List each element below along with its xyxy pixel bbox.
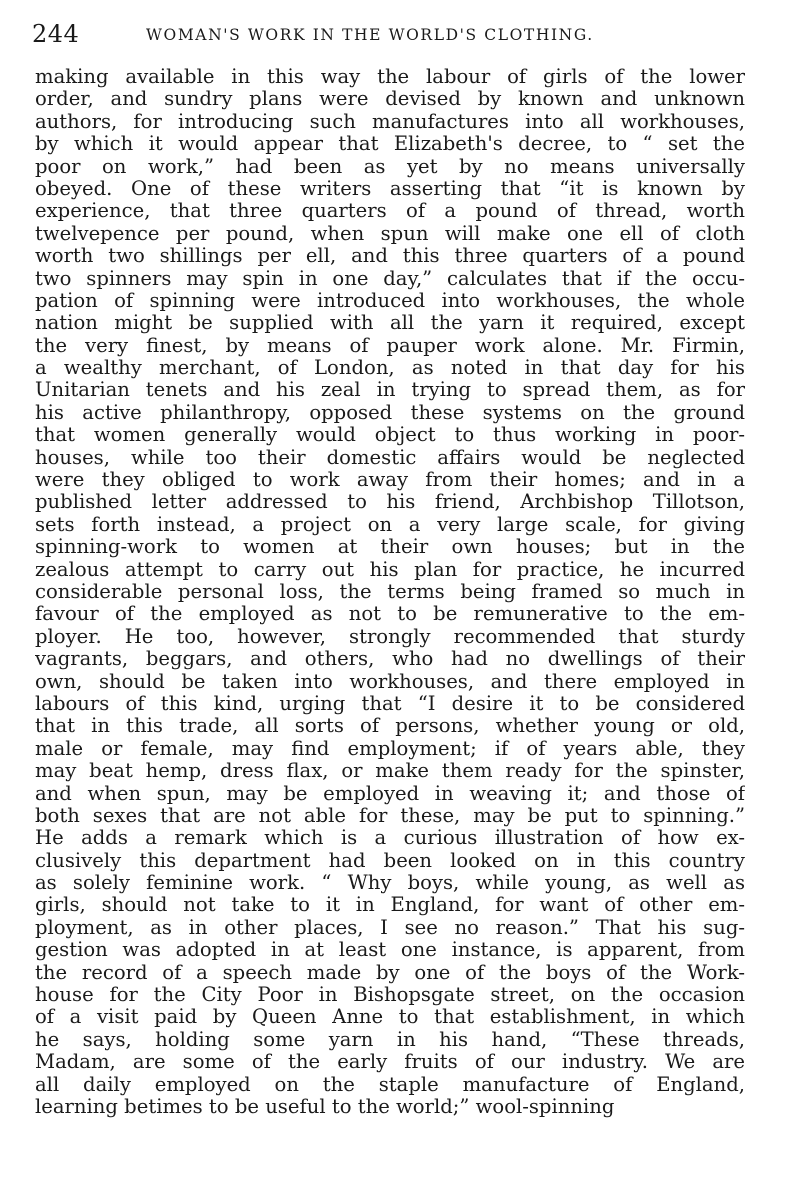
text-line: learning betimes to be useful to the world;” wool-spinning bbox=[35, 1095, 615, 1118]
text-line: by which it would appear that Elizabeth's decree, to “ set the bbox=[35, 133, 745, 156]
text-line: as solely feminine work. “ Why boys, while young, as well as bbox=[35, 872, 745, 895]
text-line: worth two shillings per ell, and this three quarters of a pound bbox=[35, 245, 745, 268]
text-line: poor on work,” had been as yet by no means universally bbox=[35, 155, 745, 178]
text-line: a wealthy merchant, of London, as noted in that day for his bbox=[35, 357, 745, 380]
text-line: vagrants, beggars, and others, who had no dwellings of their bbox=[35, 648, 745, 671]
running-head bbox=[32, 20, 752, 60]
text-line: twelvepence per pound, when spun will make one ell of cloth bbox=[35, 222, 745, 245]
text-line: obeyed. One of these writers asserting that “it is known by bbox=[35, 177, 745, 200]
text-line: two spinners may spin in one day,” calculates that if the occu- bbox=[35, 267, 745, 290]
text-line: clusively this department had been looked on in this country bbox=[35, 849, 745, 872]
text-line: that women generally would object to thus working in poor- bbox=[35, 424, 745, 447]
text-line: were they obliged to work away from their homes; and in a bbox=[35, 469, 745, 492]
text-line: nation might be supplied with all the yarn it required, except bbox=[35, 312, 745, 335]
text-line: zealous attempt to carry out his plan for practice, he incurred bbox=[35, 558, 745, 581]
text-line: gestion was adopted in at least one instance, is apparent, from bbox=[35, 939, 745, 962]
body-text bbox=[35, 66, 745, 1118]
text-line: he says, holding some yarn in his hand, “These threads, bbox=[35, 1028, 745, 1051]
text-line: own, should be taken into workhouses, and there employed in bbox=[35, 670, 745, 693]
running-title: WOMAN'S WORK IN THE WORLD'S CLOTHING. bbox=[146, 26, 594, 44]
text-line: spinning-work to women at their own houses; but in the bbox=[35, 536, 745, 559]
text-line: of a visit paid by Queen Anne to that establishment, in which bbox=[35, 1006, 745, 1029]
text-line: ployment, as in other places, I see no reason.” That his sug- bbox=[35, 916, 745, 939]
text-line: order, and sundry plans were devised by known and unknown bbox=[35, 88, 745, 111]
text-line: the very finest, by means of pauper work alone. Mr. Firmin, bbox=[35, 334, 745, 357]
text-line: favour of the employed as not to be remunerative to the em- bbox=[35, 603, 745, 626]
text-line: Unitarian tenets and his zeal in trying to spread them, as for bbox=[35, 379, 745, 402]
text-line: all daily employed on the staple manufacture of England, bbox=[35, 1073, 745, 1096]
text-line: sets forth instead, a project on a very large scale, for giving bbox=[35, 513, 745, 536]
text-line: ployer. He too, however, strongly recommended that sturdy bbox=[35, 625, 745, 648]
text-line: may beat hemp, dress flax, or make them ready for the spinster, bbox=[35, 760, 745, 783]
text-line: his active philanthropy, opposed these systems on the ground bbox=[35, 401, 745, 424]
text-line: He adds a remark which is a curious illustration of how ex- bbox=[35, 827, 745, 850]
page-number: 244 bbox=[32, 20, 80, 48]
text-line: pation of spinning were introduced into workhouses, the whole bbox=[35, 289, 745, 312]
text-line: Madam, are some of the early fruits of our industry. We are bbox=[35, 1051, 745, 1074]
text-line: making available in this way the labour of girls of the lower bbox=[35, 66, 745, 88]
text-line: male or female, may find employment; if of years able, they bbox=[35, 737, 745, 760]
text-line: and when spun, may be employed in weaving it; and those of bbox=[35, 782, 745, 805]
text-line: considerable personal loss, the terms being framed so much in bbox=[35, 580, 745, 603]
text-line: experience, that three quarters of a pound of thread, worth bbox=[35, 200, 745, 223]
text-line: girls, should not take to it in England, for want of other em- bbox=[35, 894, 745, 917]
text-line: house for the City Poor in Bishopsgate street, on the occasion bbox=[35, 984, 745, 1007]
text-line: labours of this kind, urging that “I desire it to be considered bbox=[35, 692, 745, 715]
text-line: houses, while too their domestic affairs would be neglected bbox=[35, 446, 745, 469]
text-line: that in this trade, all sorts of persons, whether young or old, bbox=[35, 715, 745, 738]
text-line: the record of a speech made by one of the boys of the Work- bbox=[35, 961, 745, 984]
text-line: authors, for introducing such manufactures into all workhouses, bbox=[35, 110, 745, 133]
text-line: published letter addressed to his friend, Archbishop Tillotson, bbox=[35, 491, 745, 514]
text-line: both sexes that are not able for these, may be put to spinning.” bbox=[35, 804, 745, 827]
